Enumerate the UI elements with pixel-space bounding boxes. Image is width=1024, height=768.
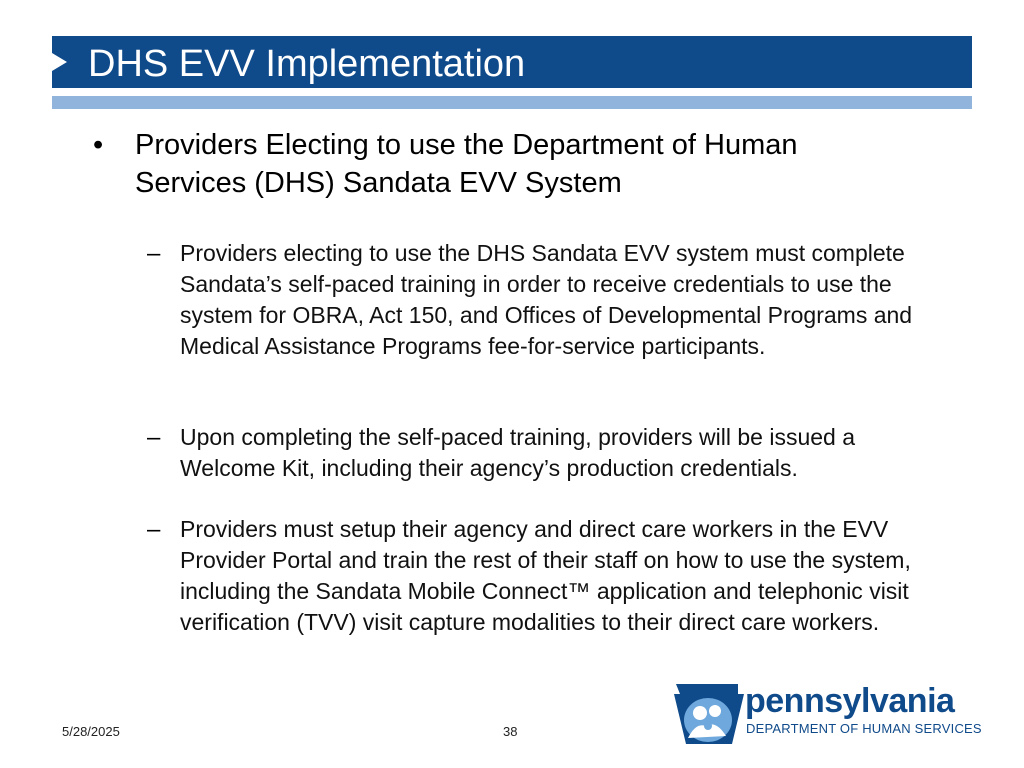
- main-bullet-text: Providers Electing to use the Department of Human Services (DHS) Sandata EVV System: [135, 129, 798, 199]
- dash-icon: –: [147, 240, 161, 267]
- slide-title: DHS EVV Implementation: [88, 43, 526, 85]
- dash-icon: –: [147, 424, 161, 451]
- bullet-icon: •: [93, 129, 104, 161]
- sub-bullet-training: Providers electing to use the DHS Sandata EVV system must complete Sandata’s self-paced training in order to receive credentials to use the system for OBRA, Act 150, and Offices of Developmental Programs and Medical Assistance Programs fee-for-service participants.: [180, 240, 913, 359]
- footer-date: 5/28/2025: [62, 724, 120, 739]
- sub-bullet-welcome-kit: Upon completing the self-paced training, providers will be issued a Welcome Kit, including their agency’s production credentials.: [180, 424, 856, 481]
- logo-department: DEPARTMENT OF HUMAN SERVICES: [746, 721, 982, 736]
- title-arrow-icon: [52, 53, 67, 71]
- page-number: 38: [503, 724, 518, 739]
- dash-icon: –: [147, 516, 161, 543]
- logo-wordmark: pennsylvania: [745, 682, 955, 720]
- title-divider: [52, 96, 972, 109]
- sub-bullet-provider-portal: Providers must setup their agency and direct care workers in the EVV Provider Portal and train the rest of their staff on how to use the system, including the Sandata Mobile Connect™ application and telephonic visit verification (TVV) visit capture modalities to their direct care workers.: [180, 516, 911, 635]
